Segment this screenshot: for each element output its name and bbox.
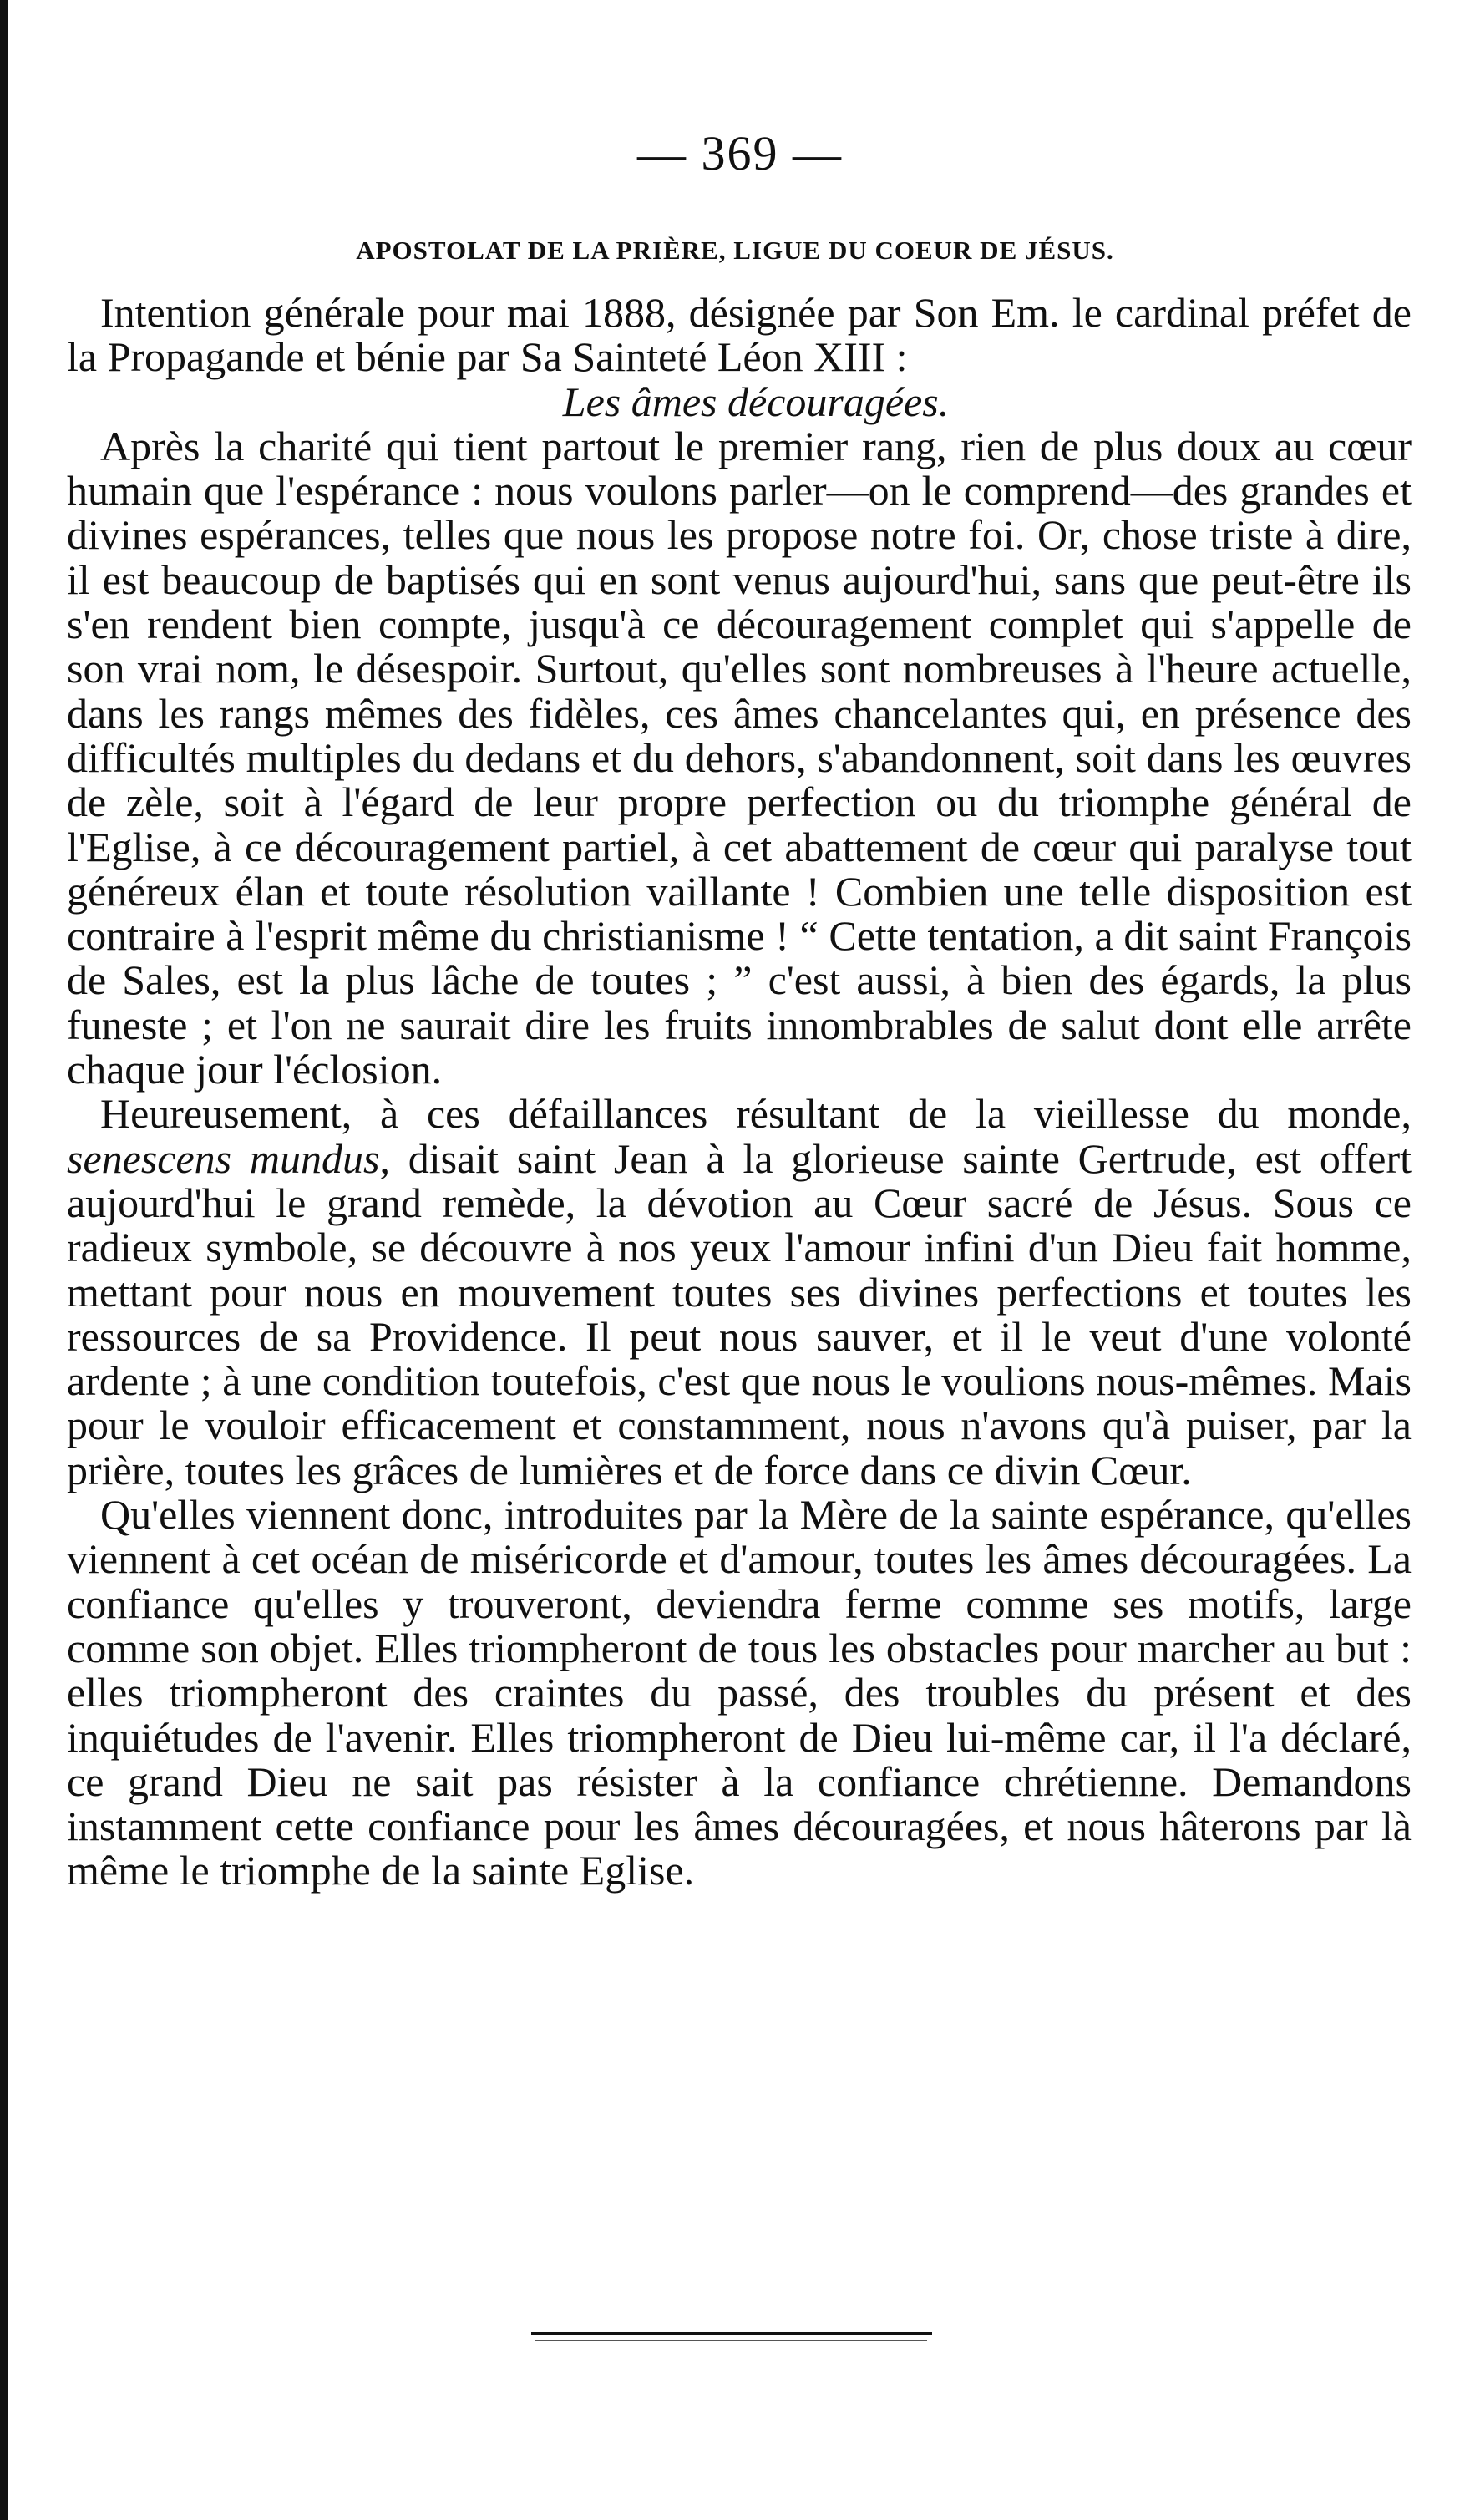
paragraph-1 [67, 424, 1412, 1092]
paragraph-2 [67, 1092, 1412, 1493]
page-binding-edge [0, 0, 8, 2520]
end-rule-underline [535, 2340, 927, 2341]
latin-phrase: senescens mundus [67, 1134, 380, 1182]
paragraph-2-text-a: Heureusement, à ces défaillances résultant de la vieillesse du monde, [100, 1090, 1412, 1138]
article-body [67, 291, 1412, 1894]
paragraph-3 [67, 1493, 1412, 1894]
end-rule [531, 2332, 932, 2335]
article-subtitle: Les âmes découragées. [562, 378, 950, 425]
intro-paragraph: Intention générale pour mai 1888, désignée par Son Em. le cardinal préfet de la Propagande et bénie par Sa Sainteté Léon XIII : [67, 289, 1412, 381]
section-header: APOSTOLAT DE LA PRIÈRE, LIGUE DU COEUR DE JÉSUS. [356, 236, 1114, 265]
page-number: — 369 — [637, 126, 843, 180]
paragraph-2-text-b: , disait saint Jean à la glorieuse sainte Gertrude, est offert aujourd'hui le grand remède, la dévotion au Cœur sacré de Jésus. Sous ce radieux symbole, se découvre à nos yeux l'amour infini d'un Dieu fait homme, mettant pour nous en mouvement toutes ses divines perfections et toutes les ressources de sa Providence. Il peut nous sauver, et il le veut d'une volonté ardente ; à une condition toutefois, c'est que nous le voulions nous-mêmes. Mais pour le vouloir efficacement et constamment, nous n'avons qu'à puiser, par la prière, toutes les grâces de lumières et de force dans ce divin Cœur. [67, 1134, 1412, 1493]
paragraph-3-text: Qu'elles viennent donc, introduites par la Mère de la sainte espérance, qu'elles viennent à cet océan de miséricorde et d'amour, toutes les âmes découragées. La confiance qu'elles y trouveront, deviendra ferme comme ses motifs, large comme son objet. Elles triompheront de tous les obstacles pour marcher au but : elles triompheront des craintes du passé, des troubles du présent et des inquiétudes de l'avenir. Elles triompheront de Dieu lui-même car, il l'a déclaré, ce grand Dieu ne sait pas résister à la confiance chrétienne. Demandons instamment cette confiance pour les âmes découragées, et nous hâterons par là même le triomphe de la sainte Eglise. [67, 1491, 1412, 1894]
paragraph-1-text: Après la charité qui tient partout le premier rang, rien de plus doux au cœur humain que l'espérance : nous voulons parler—on le comprend—des grandes et divines espérances, telles que nous les propose notre foi. Or, chose triste à dire, il est beaucoup de baptisés qui en sont venus aujourd'hui, sans que peut-être ils s'en rendent bien compte, jusqu'à ce découragement complet qui s'appelle de son vrai nom, le désespoir. Surtout, qu'elles sont nombreuses à l'heure actuelle, dans les rangs mêmes des fidèles, ces âmes chancelantes qui, en présence des difficultés multiples du dedans et du dehors, s'abandonnent, soit dans les œuvres de zèle, soit à l'égard de leur propre perfection ou du triomphe général de l'Eglise, à ce découragement partiel, à cet abattement de cœur qui paralyse tout généreux élan et toute résolution vaillante ! Combien une telle disposition est contraire à l'esprit même du christianisme ! “ Cette tentation, a dit saint François de Sales, est la plus lâche de toutes ; ” c'est aussi, à bien des égards, la plus funeste ; et l'on ne saurait dire les fruits innombrables de salut dont elle arrête chaque jour l'éclosion. [67, 422, 1412, 1093]
